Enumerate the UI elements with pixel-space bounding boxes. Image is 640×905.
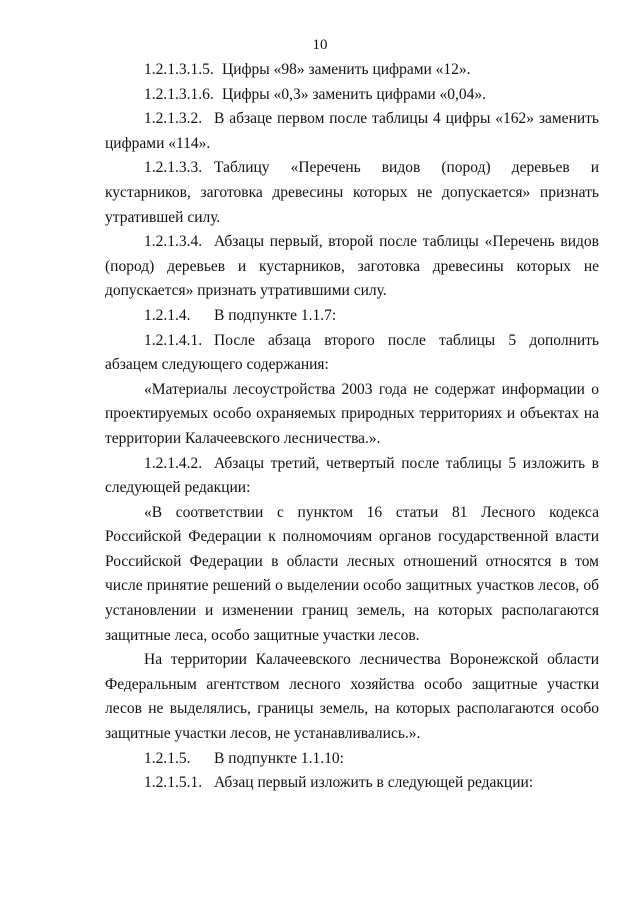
paragraph-text: После абзаца второго после таблицы 5 дополнить абзацем следующего содержания:	[105, 331, 599, 374]
paragraph-text: Таблицу «Перечень видов (пород) деревьев и кустарников, заготовка древесины которых не допускается» признать утратившей силу.	[105, 159, 599, 226]
paragraph	[105, 107, 599, 156]
document-body	[105, 58, 599, 796]
paragraph-text: Абзацы третий, четвертый после таблицы 5 изложить в следующей редакции:	[105, 454, 599, 497]
quoted-paragraph	[105, 378, 599, 452]
clause-number: 1.2.1.3.1.6.	[144, 85, 214, 103]
quoted-paragraph	[105, 501, 599, 649]
clause-number: 1.2.1.5.1.	[144, 774, 203, 792]
paragraph-text: «Материалы лесоустройства 2003 года не содержат информации о проектируемых особо охраняемых природных территориях и объектах на территории Калачеевского лесничества.».	[105, 380, 599, 447]
page-number: 10	[312, 37, 328, 53]
paragraph-text: Цифры «0,3» заменить цифрами «0,04».	[222, 85, 487, 103]
clause-number: 1.2.1.3.2.	[144, 110, 203, 128]
quoted-paragraph	[105, 648, 599, 746]
clause-number: 1.2.1.4.1.	[144, 331, 203, 349]
clause-number: 1.2.1.4.	[144, 306, 191, 324]
paragraph-text: В подпункте 1.1.7:	[214, 306, 337, 324]
paragraph-text: Абзацы первый, второй после таблицы «Перечень видов (пород) деревьев и кустарников, заготовка древесины которых не допускается» признать утратившими силу.	[105, 233, 599, 300]
clause-number: 1.2.1.4.2.	[144, 454, 203, 472]
paragraph	[105, 304, 599, 329]
paragraph	[105, 230, 599, 304]
paragraph-text: Абзац первый изложить в следующей редакции:	[214, 774, 534, 792]
paragraph	[105, 329, 599, 378]
paragraph	[105, 156, 599, 230]
clause-number: 1.2.1.5.	[144, 749, 191, 767]
paragraph-text: «В соответствии с пунктом 16 статьи 81 Лесного кодекса Российской Федерации к полномочиям органов государственной власти Российской Федерации в области лесных отношений относятся в том числе принятие решений о выделении особо защитных участков лесов, об установлении и изменении границ земель, на которых располагаются защитные леса, особо защитные участки лесов.	[105, 503, 599, 644]
paragraph	[105, 452, 599, 501]
paragraph	[105, 747, 599, 772]
paragraph-text: На территории Калачеевского лесничества Воронежской области Федеральным агентством лесного хозяйства особо защитные участки лесов не выделялись, границы земель, на которых располагаются особо защитные участки лесов, не устанавливались.».	[105, 651, 599, 743]
paragraph	[105, 771, 599, 796]
clause-number: 1.2.1.3.4.	[144, 233, 203, 251]
paragraph	[105, 83, 599, 108]
paragraph-text: В абзаце первом после таблицы 4 цифры «162» заменить цифрами «114».	[105, 110, 599, 152]
clause-number: 1.2.1.3.3.	[144, 159, 203, 177]
paragraph-text: Цифры «98» заменить цифрами «12».	[222, 61, 471, 78]
paragraph-text: В подпункте 1.1.10:	[214, 749, 344, 767]
paragraph	[105, 58, 599, 83]
clause-number: 1.2.1.3.1.5.	[144, 61, 214, 78]
